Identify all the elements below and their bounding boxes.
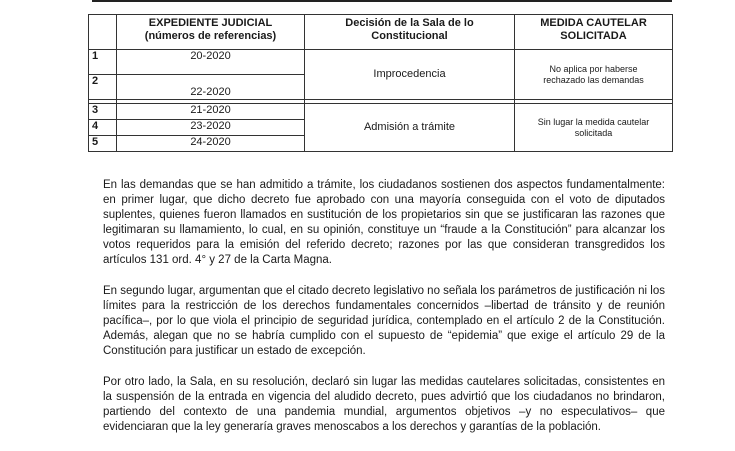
header-expediente-line2: (números de referencias) — [144, 30, 277, 42]
medida-sin-lugar — [515, 104, 673, 152]
row-number: 1 — [89, 50, 117, 75]
row-expediente: 21-2020 — [117, 104, 305, 120]
paragraph-2: En segundo lugar, argumentan que el citado decreto legislativo no señala los parámetros de justificación ni los límites para la restricción de los derechos fundamentales concernidos –libertad de tránsito y de reunión pacífica–, por lo que viola el principio de seguridad jurídica, contemplado en el artículo 2 de la Constitución. Además, alegan que no se habría cumplido con el supuesto de “epidemia” que exige el artículo 29 de la Constitución para justificar un estado de excepción. — [103, 285, 665, 357]
paragraph-1: En las demandas que se han admitido a trámite, los ciudadanos sostienen dos aspectos fundamentalmente: en primer lugar, que dicho decreto fue aprobado con una mayoría conseguida con el voto de diputados suplentes, quienes fueron llamados en sustitución de los propietarios sin que se justificaran las razones que legitimaran su llamamiento, lo cual, en su opinión, constituye un “fraude a la Constitución” para alcanzar los votos requeridos para la emisión del referido decreto; razones por las que consideran transgredidos los artículos 131 ord. 4° y 27 de la Carta Magna. — [103, 179, 665, 266]
top-rule — [92, 0, 672, 2]
table-header-row — [89, 15, 673, 50]
decision-admision: Admisión a trámite — [305, 104, 515, 152]
row-number: 5 — [89, 136, 117, 152]
header-expediente — [117, 15, 305, 50]
header-blank — [89, 15, 117, 50]
medida-sin-lugar-line2: solicitada — [574, 127, 613, 138]
header-decision — [305, 15, 515, 50]
header-decision-line2: Constitucional — [371, 30, 448, 42]
row-expediente: 20-2020 — [117, 50, 305, 75]
header-expediente-line1: EXPEDIENTE JUDICIAL — [148, 17, 273, 29]
header-decision-line1: Decisión de la Sala de lo — [345, 17, 474, 29]
table-row — [89, 104, 673, 120]
header-medida — [515, 15, 673, 50]
medida-sin-lugar-line1: Sin lugar la medida cautelar — [537, 116, 650, 127]
row-expediente: 23-2020 — [117, 120, 305, 136]
decision-improcedencia: Improcedencia — [305, 50, 515, 100]
header-medida-line1: MEDIDA CAUTELAR — [540, 17, 647, 29]
header-medida-line2: SOLICITADA — [560, 30, 627, 42]
paragraph-3: Por otro lado, la Sala, en su resolución, declaró sin lugar las medidas cautelares solicitadas, consistentes en la suspensión de la entrada en vigencia del aludido decreto, pues advirtió que los ciudadanos no brindaron, partiendo del contexto de una pandemia mundial, argumentos objetivos –y no especulativos– que evidenciaran que la ley generaría graves menoscabos a los derechos y garantías de la población. — [103, 376, 665, 433]
medida-no-aplica — [515, 50, 673, 100]
medida-no-aplica-line1: No aplica por haberse — [549, 63, 638, 74]
row-number: 4 — [89, 120, 117, 136]
medida-no-aplica-line2: rechazado las demandas — [543, 74, 644, 85]
row-number: 3 — [89, 104, 117, 120]
body-text — [103, 178, 665, 451]
row-expediente: 24-2020 — [117, 136, 305, 152]
row-expediente: 22-2020 — [117, 75, 305, 100]
expedientes-table — [88, 14, 673, 152]
row-number: 2 — [89, 75, 117, 100]
table-row — [89, 50, 673, 75]
